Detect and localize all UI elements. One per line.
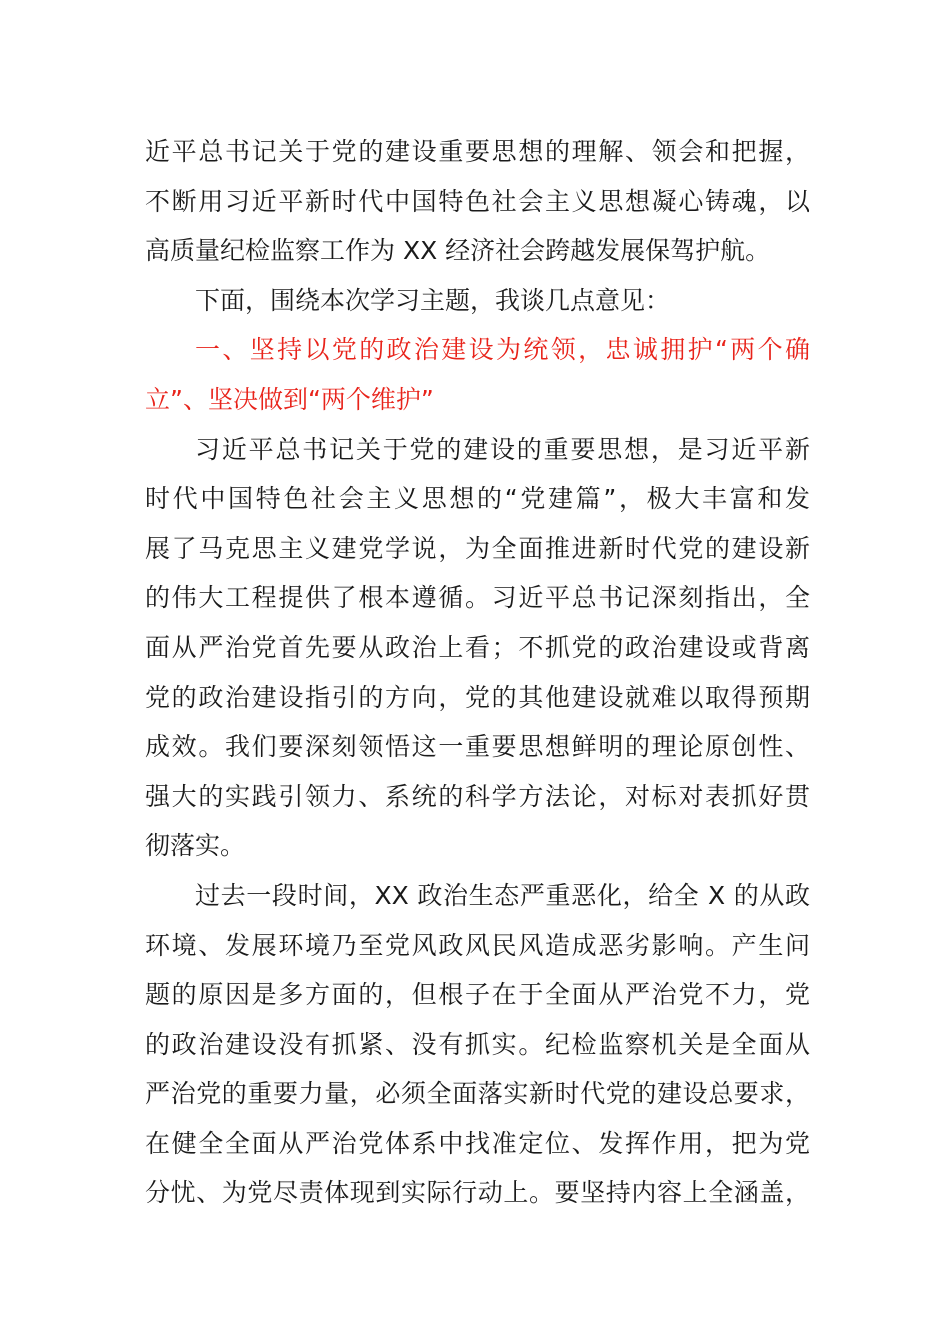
- text-line: 题的原因是多方面的，但根子在于全面从严治党不力，党: [145, 980, 810, 1010]
- paragraph-body: [145, 871, 810, 1218]
- text-line: 不断用习近平新时代中国特色社会主义思想凝心铸魂，以: [145, 186, 810, 216]
- text-line: 习近平总书记关于党的建设的重要思想，是习近平新: [195, 434, 810, 464]
- paragraph-body: [145, 425, 810, 871]
- heading-line: 一、坚持以党的政治建设为统领，忠诚拥护“两个确: [195, 335, 810, 365]
- text-line: 强大的实践引领力、系统的科学方法论，对标对表抓好贯: [145, 781, 810, 811]
- text-line: 环境、发展环境乃至党风政风民风造成恶劣影响。产生问: [145, 930, 810, 960]
- document-body: [145, 127, 810, 1218]
- text-line: 党的政治建设指引的方向，党的其他建设就难以取得预期: [145, 682, 810, 712]
- text-line: 展了马克思主义建党学说，为全面推进新时代党的建设新: [145, 533, 810, 563]
- text-line: 近平总书记关于党的建设重要思想的理解、领会和把握，: [145, 137, 810, 166]
- text-line: 过去一段时间，XX 政治生态严重恶化，给全 X 的从政: [195, 880, 810, 910]
- text-line: 下面，围绕本次学习主题，我谈几点意见：: [195, 285, 671, 315]
- paragraph-continuation: [145, 127, 810, 276]
- text-line: 彻落实。: [145, 831, 246, 861]
- text-line: 严治党的重要力量，必须全面落实新时代党的建设总要求，: [145, 1079, 810, 1109]
- section-heading: [145, 325, 810, 424]
- text-line: 成效。我们要深刻领悟这一重要思想鲜明的理论原创性、: [145, 732, 810, 762]
- text-line: 在健全全面从严治党体系中找准定位、发挥作用，把为党: [145, 1128, 810, 1158]
- text-line: 面从严治党首先要从政治上看；不抓党的政治建设或背离: [145, 632, 810, 662]
- text-line: 的政治建设没有抓紧、没有抓实。纪检监察机关是全面从: [145, 1029, 810, 1059]
- text-line: 的伟大工程提供了根本遵循。习近平总书记深刻指出，全: [145, 583, 810, 613]
- text-line: 分忧、为党尽责体现到实际行动上。要坚持内容上全涵盖，: [145, 1178, 810, 1208]
- paragraph-intro: [145, 276, 810, 326]
- heading-line: 立”、坚决做到“两个维护”: [145, 384, 434, 414]
- text-line: 高质量纪检监察工作为 XX 经济社会跨越发展保驾护航。: [145, 236, 771, 266]
- text-line: 时代中国特色社会主义思想的“党建篇”，极大丰富和发: [145, 484, 810, 514]
